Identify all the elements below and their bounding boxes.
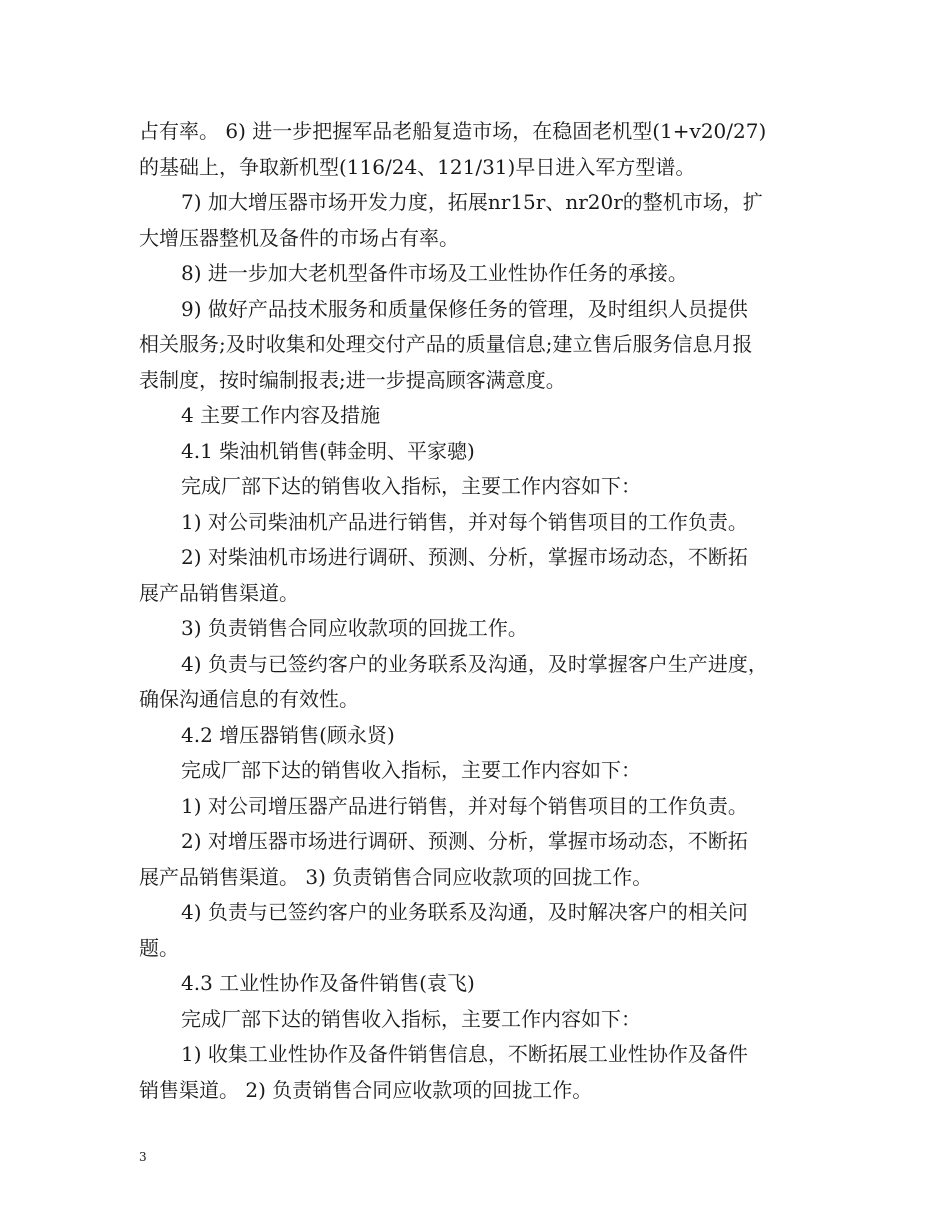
text-line: 完成厂部下达的销售收入指标，主要工作内容如下： <box>181 758 641 782</box>
text-line: 销售渠道。 2) 负责销售合同应收款项的回拢工作。 <box>139 1077 593 1102</box>
page-number: 3 <box>139 1150 147 1164</box>
text-line: 4.1 柴油机销售(韩金明、平家骢) <box>181 438 475 463</box>
document-body <box>139 114 819 1108</box>
text-line: 4.3 工业性协作及备件销售(袁飞) <box>181 971 475 995</box>
text-line: 题。 <box>139 935 179 960</box>
text-line: 4 主要工作内容及措施 <box>181 403 381 427</box>
text-line: 1) 对公司增压器产品进行销售，并对每个销售项目的工作负责。 <box>181 793 748 818</box>
text-line: 展产品销售渠道。 3) 负责销售合同应收款项的回拢工作。 <box>139 864 653 889</box>
text-line: 相关服务;及时收集和处理交付产品的质量信息;建立售后服务信息月报 <box>139 332 753 356</box>
text-line: 表制度，按时编制报表;进一步提高顾客满意度。 <box>139 367 566 392</box>
text-line: 9) 做好产品技术服务和质量保修任务的管理，及时组织人员提供 <box>181 296 748 321</box>
text-line: 7) 加大增压器市场开发力度，拓展nr15r、nr20r的整机市场，扩 <box>181 190 763 214</box>
text-line: 大增压器整机及备件的市场占有率。 <box>139 225 459 250</box>
text-line: 2) 对增压器市场进行调研、预测、分析，掌握市场动态，不断拓 <box>181 829 748 853</box>
text-line: 展产品销售渠道。 <box>139 580 299 605</box>
text-line: 占有率。 6) 进一步把握军品老船复造市场，在稳固老机型(1+v20/27) <box>139 119 767 143</box>
text-line: 8) 进一步加大老机型备件市场及工业性协作任务的承接。 <box>181 261 688 285</box>
text-line: 完成厂部下达的销售收入指标，主要工作内容如下： <box>181 1006 641 1031</box>
text-line: 4) 负责与已签约客户的业务联系及沟通，及时掌握客户生产进度， <box>181 651 768 676</box>
text-line: 完成厂部下达的销售收入指标，主要工作内容如下： <box>181 474 641 498</box>
text-line: 确保沟通信息的有效性。 <box>139 687 359 711</box>
text-line: 4.2 增压器销售(顾永贤) <box>181 722 395 747</box>
text-line: 3) 负责销售合同应收款项的回拢工作。 <box>181 616 528 640</box>
text-line: 的基础上，争取新机型(116/24、121/31)早日进入军方型谱。 <box>139 154 696 179</box>
text-line: 1) 收集工业性协作及备件销售信息，不断拓展工业性协作及备件 <box>181 1042 748 1066</box>
text-line: 1) 对公司柴油机产品进行销售，并对每个销售项目的工作负责。 <box>181 509 748 534</box>
text-line: 2) 对柴油机市场进行调研、预测、分析，掌握市场动态，不断拓 <box>181 545 748 569</box>
text-line: 4) 负责与已签约客户的业务联系及沟通，及时解决客户的相关问 <box>181 900 748 924</box>
